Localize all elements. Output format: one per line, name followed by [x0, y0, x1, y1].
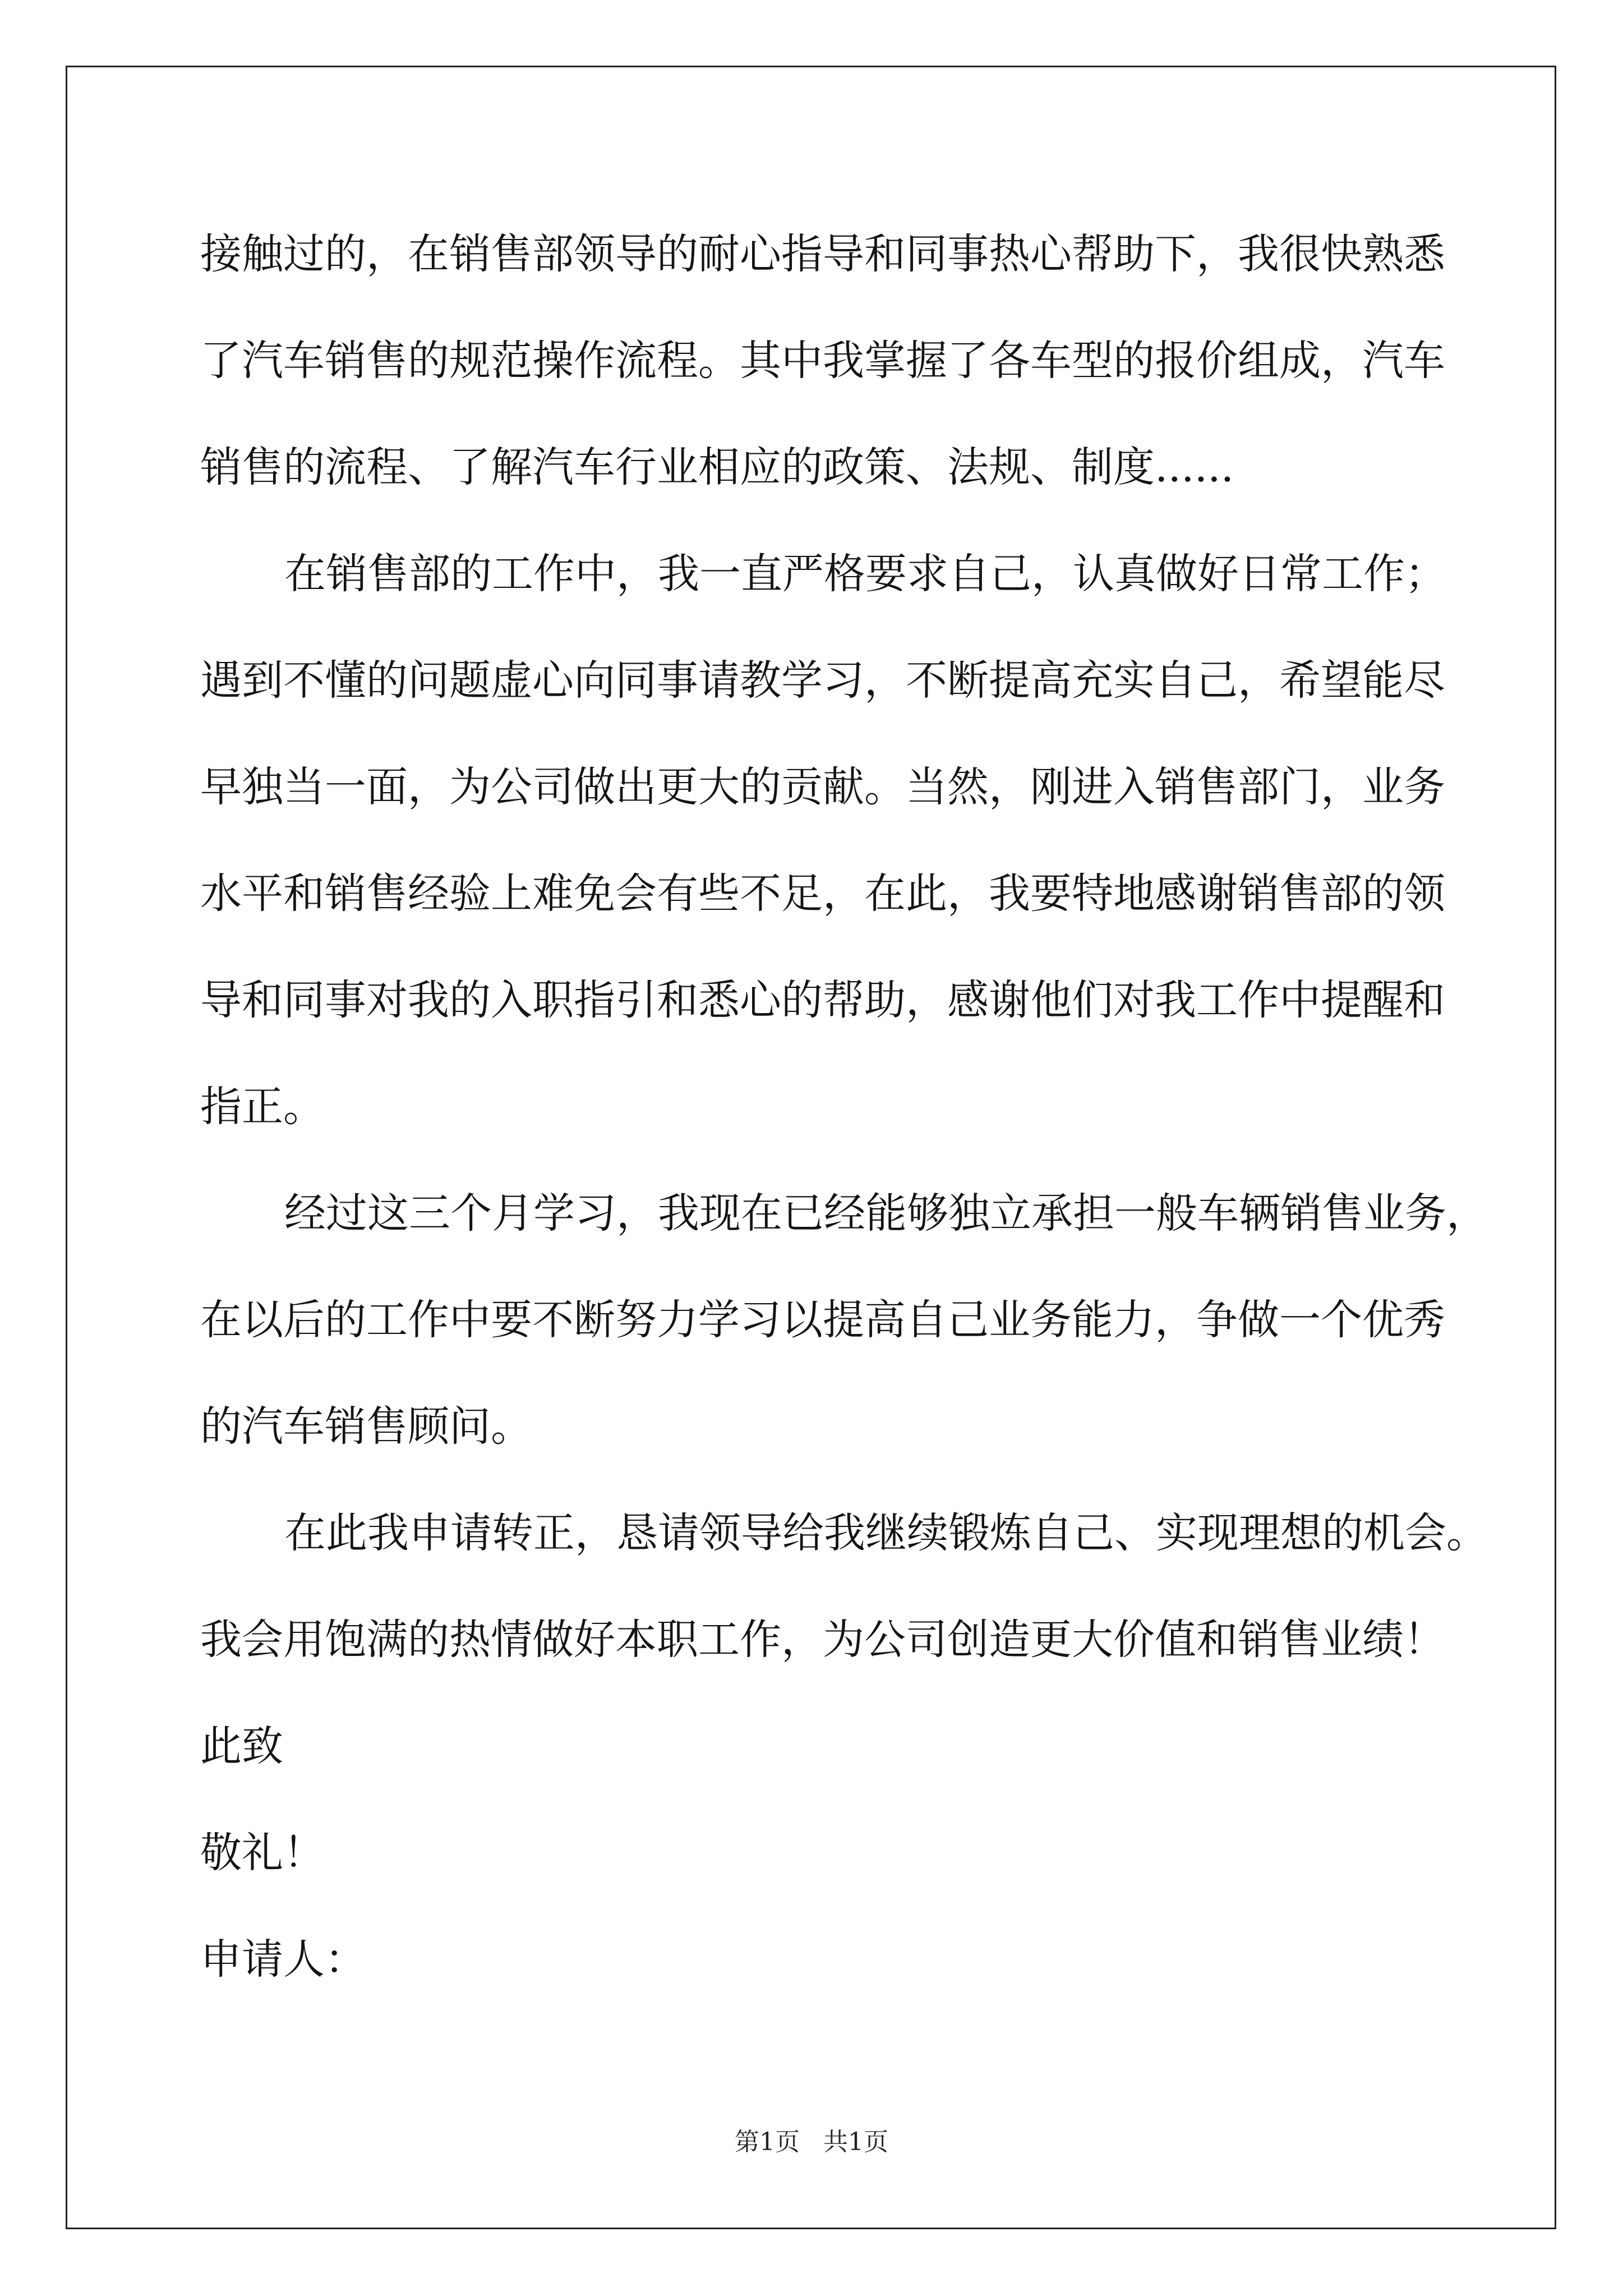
paragraph-start-line: 在此我申请转正，恳请领导给我继续锻炼自己、实现理想的机会。	[284, 1509, 1488, 1557]
text-line: 导和同事对我的入职指引和悉心的帮助，感谢他们对我工作中提醒和	[200, 976, 1445, 1024]
text-line: 在以后的工作中要不断努力学习以提高自己业务能力，争做一个优秀	[200, 1296, 1445, 1344]
paragraph-start-line: 经过这三个月学习，我现在已经能够独立承担一般车辆销售业务，	[284, 1189, 1488, 1237]
closing-regards: 敬礼！	[200, 1829, 325, 1877]
text-line: 接触过的，在销售部领导的耐心指导和同事热心帮助下，我很快熟悉	[200, 230, 1445, 278]
text-line: 早独当一面，为公司做出更大的贡献。当然，刚进入销售部门，业务	[200, 763, 1445, 811]
text-line: 销售的流程、了解汽车行业相应的政策、法规、制度......	[200, 443, 1234, 491]
closing-salutation: 此致	[200, 1722, 283, 1770]
letter-body	[200, 201, 1488, 2013]
text-line: 了汽车销售的规范操作流程。其中我掌握了各车型的报价组成，汽车	[200, 337, 1445, 385]
text-line: 的汽车销售顾问。	[200, 1402, 532, 1451]
text-line: 指正。	[200, 1083, 325, 1131]
applicant-signature-label: 申请人：	[200, 1935, 366, 1984]
paragraph-start-line: 在销售部的工作中，我一直严格要求自己，认真做好日常工作；	[284, 550, 1446, 598]
text-line: 我会用饱满的热情做好本职工作，为公司创造更大价值和销售业绩！	[200, 1616, 1445, 1664]
text-line: 水平和销售经验上难免会有些不足，在此，我要特地感谢销售部的领	[200, 869, 1445, 918]
page-number-footer: 第1页 共1页	[735, 2128, 888, 2156]
text-line: 遇到不懂的问题虚心向同事请教学习，不断提高充实自己，希望能尽	[200, 656, 1445, 705]
